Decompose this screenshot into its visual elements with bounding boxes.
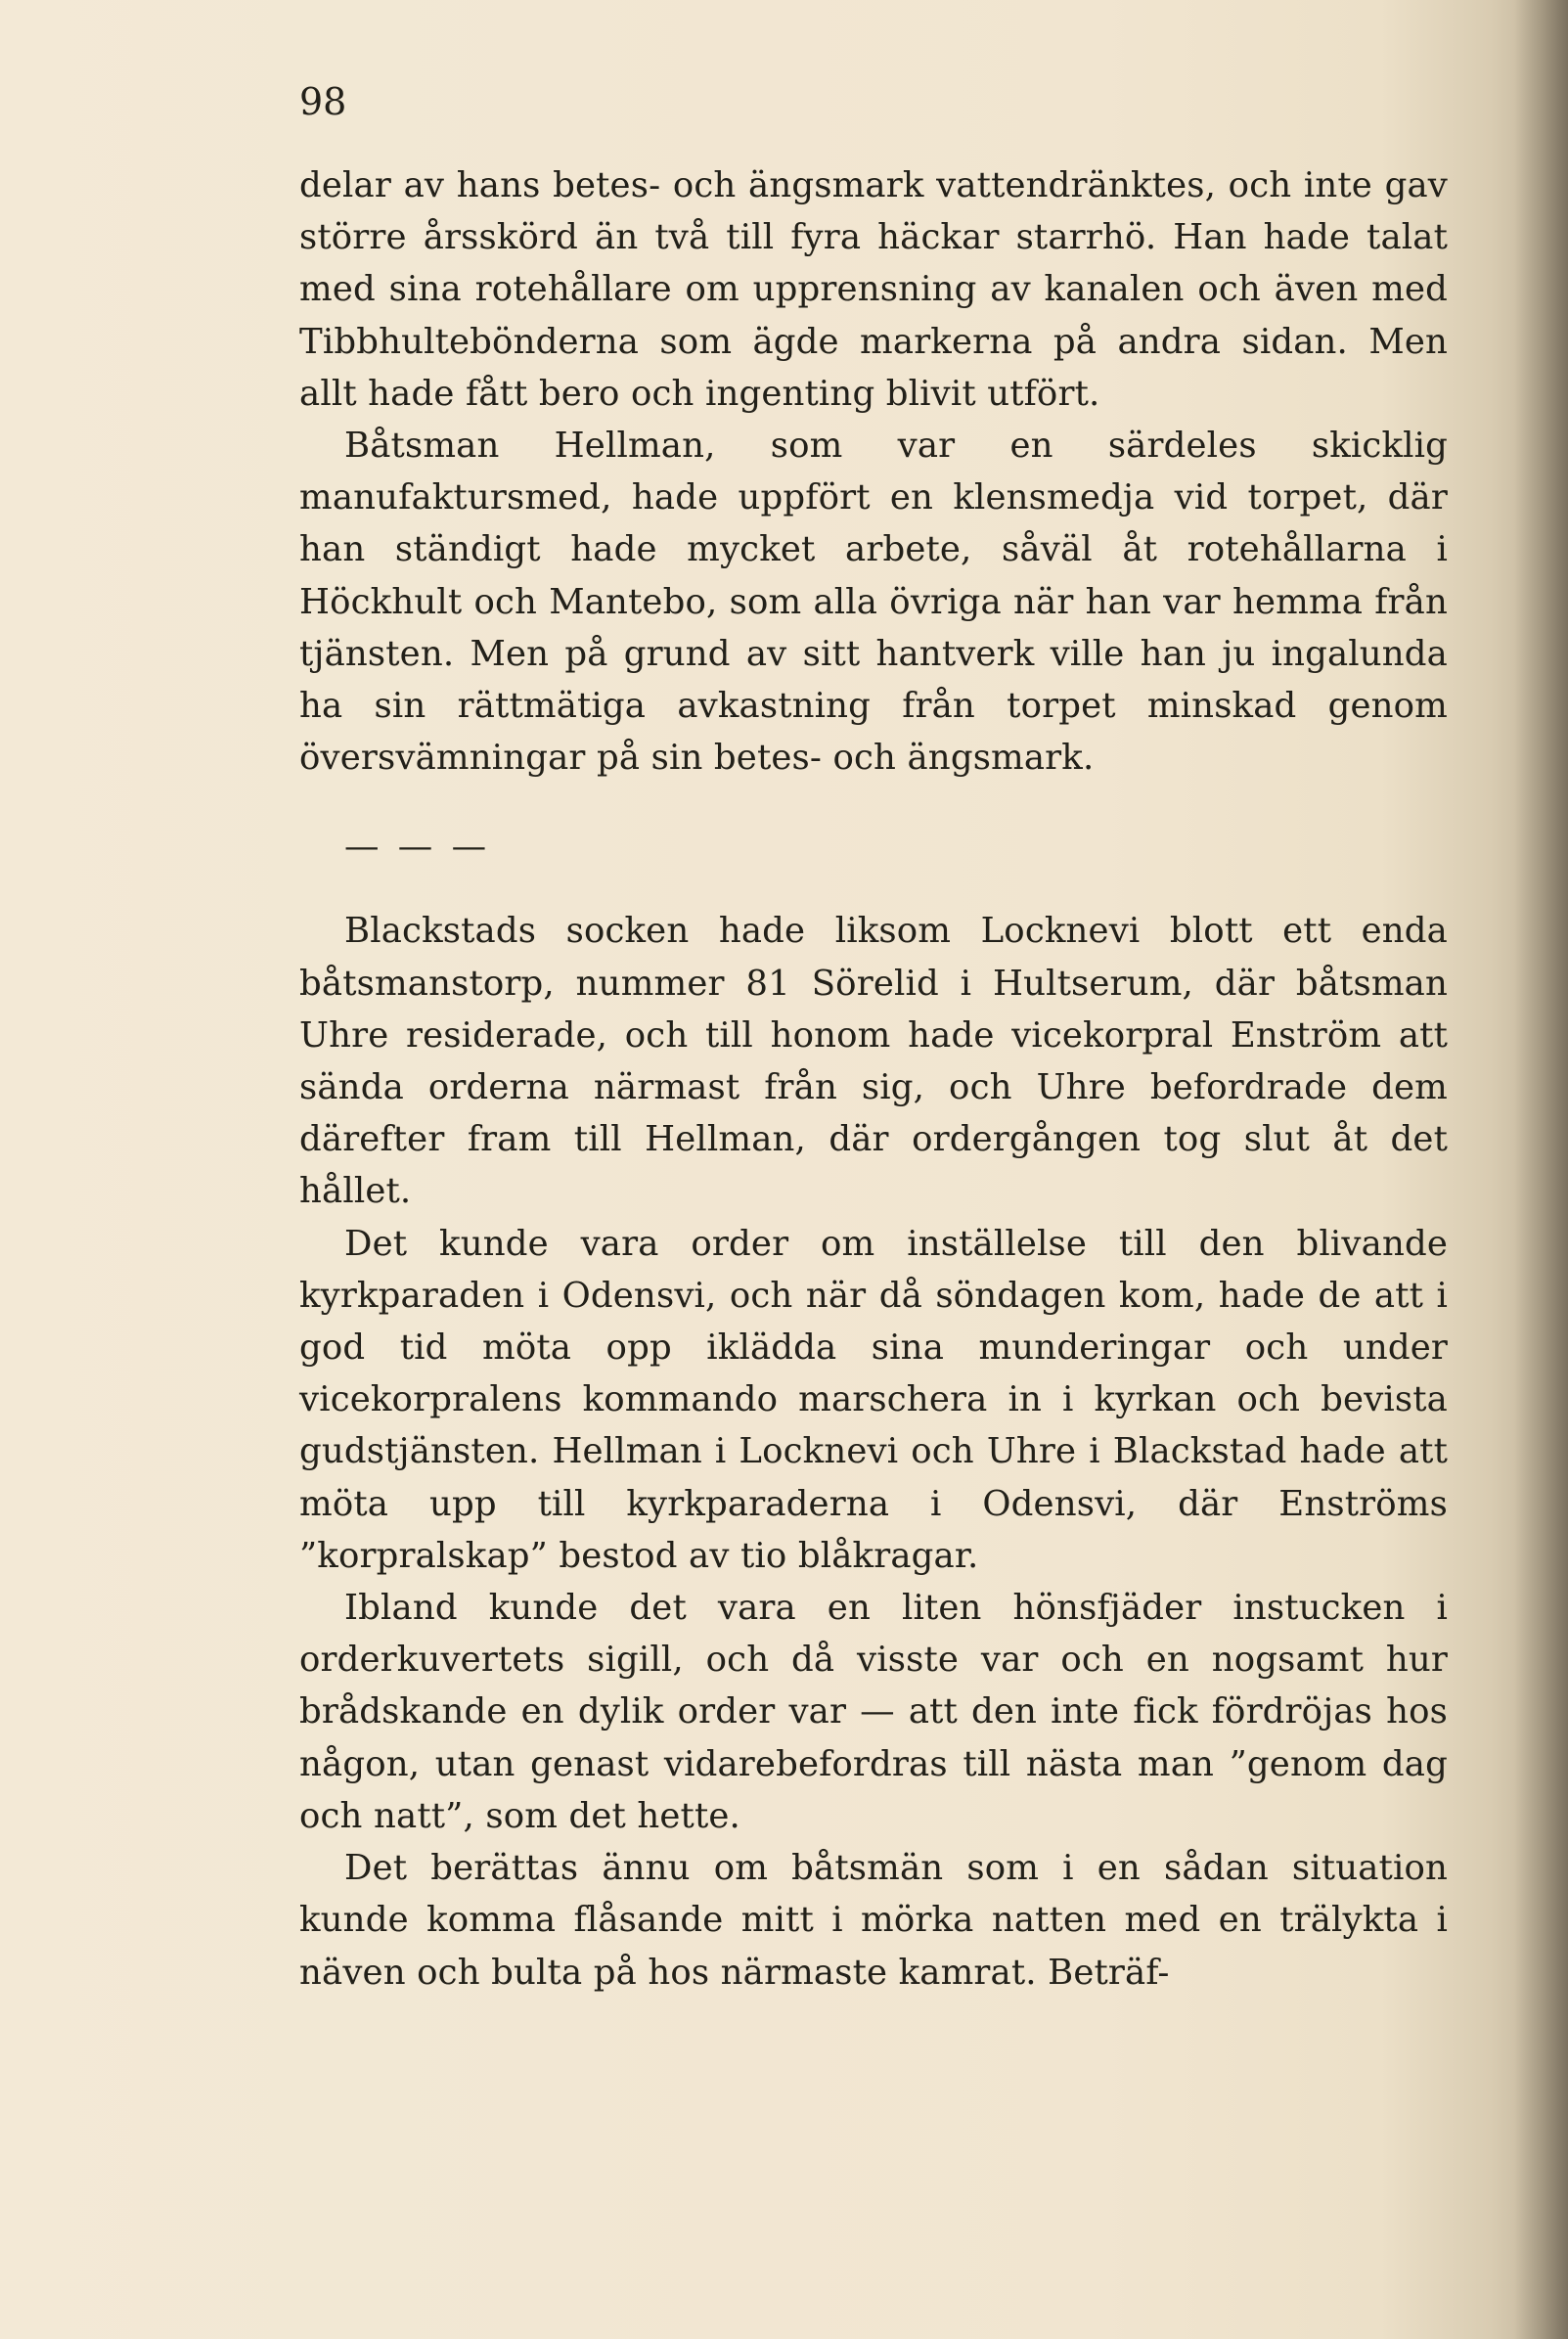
paragraph: delar av hans betes- och ängsmark vattendränktes, och inte gav större årsskörd än två till fyra häckar starrhö. Han hade talat med sina rotehållare om upprensning av kanalen och även med Tibbhultebönderna som ägde markerna på andra sidan. Men allt hade fått bero och ingenting blivit utfört. xyxy=(299,165,1448,414)
section-break xyxy=(299,784,1448,905)
body-text xyxy=(299,159,1448,1999)
section-break-dashes: — — — xyxy=(344,827,491,868)
paragraph: Ibland kunde det vara en liten hönsfjäder instucken i orderkuvertets sigill, och då visste var och en nogsamt hur brådskande en dylik order var — att den inte fick fördröjas hos någon, utan genast vidarebefordras till nästa man ”genom dag och natt”, som det hette. xyxy=(299,1588,1448,1836)
paragraph: Blackstads socken hade liksom Locknevi blott ett enda båtsmanstorp, nummer 81 Sörelid i Hultserum, där båtsman Uhre residerade, och till honom hade vicekorpral Enström att sända orderna närmast från sig, och Uhre befordrade dem därefter fram till Hellman, där ordergången tog slut åt det hållet. xyxy=(299,911,1448,1212)
paragraph: Det kunde vara order om inställelse till den blivande kyrkparaden i Odensvi, och när då söndagen kom, hade de att i god tid möta opp iklädda sina munderingar och under vicekorpralens kommando marschera in i kyrkan och bevista gudstjänsten. Hellman i Locknevi och Uhre i Blackstad hade att möta upp till kyrkparaderna i Odensvi, där Enströms ”korpralskap” bestod av tio blåkragar. xyxy=(299,1223,1448,1576)
page-gutter-shadow xyxy=(1514,0,1568,2339)
paragraph: Det berättas ännu om båtsmän som i en sådan situation kunde komma flåsande mitt i mörka natten med en trälykta i näven och bulta på hos närmaste kamrat. Beträf- xyxy=(299,1848,1448,1993)
page-number: 98 xyxy=(299,80,347,123)
paragraph: Båtsman Hellman, som var en särdeles skicklig manufaktursmed, hade uppfört en klensmedja vid torpet, där han ständigt hade mycket arbete, såväl åt rotehållarna i Höckhult och Mantebo, som alla övriga när han var hemma från tjänsten. Men på grund av sitt hantverk ville han ju ingalunda ha sin rättmätiga avkastning från torpet minskad genom översvämningar på sin betes- och ängsmark. xyxy=(299,426,1448,779)
